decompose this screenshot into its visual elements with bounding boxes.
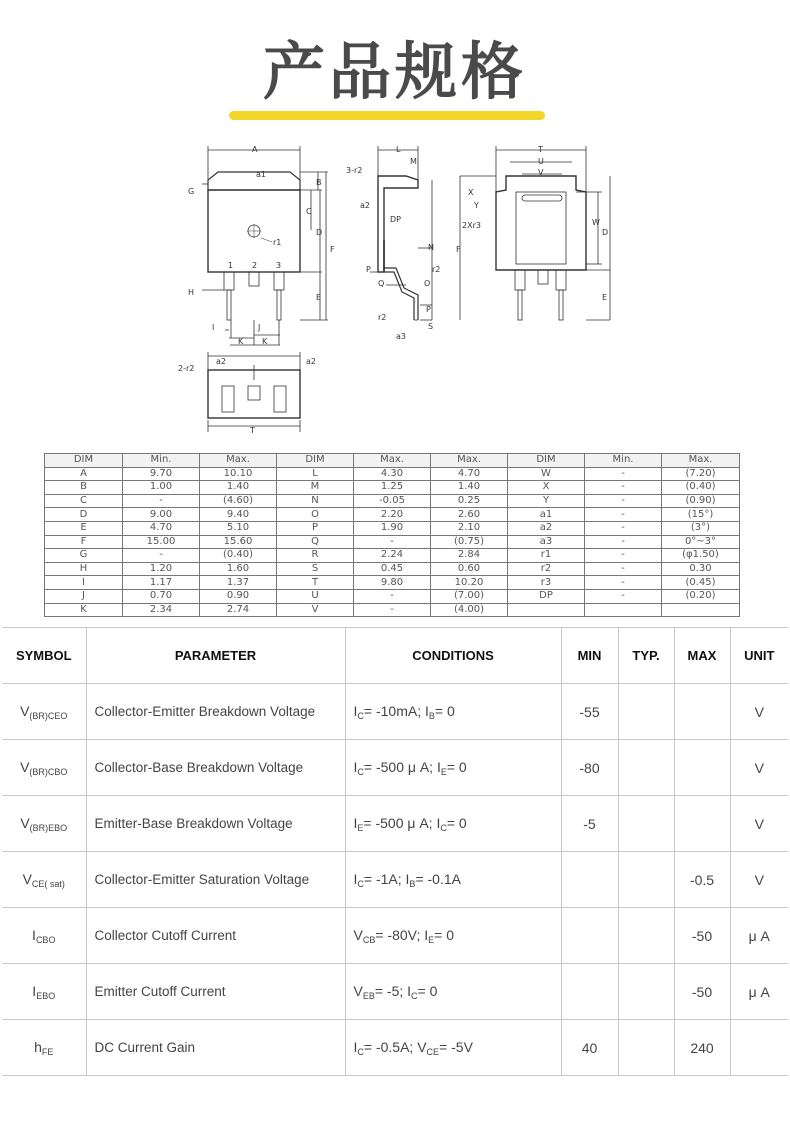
dim-cell: 9.00: [123, 508, 200, 522]
svg-text:M: M: [410, 157, 417, 166]
svg-text:E: E: [316, 293, 322, 302]
symbol-cell: $V_{(BR)CEO}$: [2, 684, 86, 740]
dim-header-cell: DIM: [45, 454, 123, 468]
svg-text:D: D: [316, 228, 323, 237]
min-cell: [561, 908, 618, 964]
spec-header-cell: UNIT: [730, 628, 788, 684]
svg-text:Y: Y: [474, 201, 479, 210]
dim-cell: (0.90): [662, 494, 740, 508]
dim-cell: V: [277, 603, 354, 617]
dim-cell: 2.34: [123, 603, 200, 617]
dim-cell: 2.10: [431, 521, 508, 535]
dim-header-cell: Min.: [585, 454, 662, 468]
dim-table-row: [45, 562, 740, 576]
dim-cell: F: [45, 535, 123, 549]
max-cell: -50: [674, 908, 730, 964]
spec-header-cell: MAX: [674, 628, 730, 684]
dim-cell: (7.00): [431, 589, 508, 603]
side-view: [370, 146, 432, 320]
dim-cell: 4.70: [431, 467, 508, 481]
dim-cell: 1.90: [354, 521, 431, 535]
dim-cell: r3: [508, 576, 585, 590]
dim-cell: (0.45): [662, 576, 740, 590]
dim-cell: C: [45, 494, 123, 508]
parameter-cell: Collector-Emitter Breakdown Voltage: [86, 684, 345, 740]
dim-cell: Q: [277, 535, 354, 549]
svg-text:2Xr3: 2Xr3: [462, 221, 481, 230]
dim-cell: A: [45, 467, 123, 481]
dim-cell: -: [585, 494, 662, 508]
dim-cell: R: [277, 549, 354, 563]
dim-cell: 1.20: [123, 562, 200, 576]
conditions-cell: $V_{CB}= -80V$; $I_E= 0$: [345, 908, 561, 964]
unit-cell: V: [730, 740, 788, 796]
spec-table-row: [2, 684, 788, 740]
dim-cell: -: [585, 508, 662, 522]
dim-cell: I: [45, 576, 123, 590]
svg-text:r1: r1: [273, 238, 282, 247]
parameter-cell: DC Current Gain: [86, 1020, 345, 1076]
svg-text:U: U: [538, 157, 544, 166]
dim-cell: -: [354, 589, 431, 603]
dim-cell: r1: [508, 549, 585, 563]
dim-cell: (4.00): [431, 603, 508, 617]
dim-cell: 0.60: [431, 562, 508, 576]
conditions-cell: $I_C= -0.5A$; $V_{CE}= -5V$: [345, 1020, 561, 1076]
dim-cell: Y: [508, 494, 585, 508]
dim-cell: (0.40): [200, 549, 277, 563]
dim-cell: B: [45, 481, 123, 495]
dim-cell: L: [277, 467, 354, 481]
spec-table-row: [2, 1020, 788, 1076]
svg-text:E: E: [602, 293, 608, 302]
svg-text:3-r2: 3-r2: [346, 166, 363, 175]
dim-cell: G: [45, 549, 123, 563]
dim-cell: 0.45: [354, 562, 431, 576]
spec-table-row: [2, 964, 788, 1020]
svg-text:K: K: [262, 337, 268, 346]
dim-cell: a3: [508, 535, 585, 549]
unit-cell: V: [730, 796, 788, 852]
dim-cell: -0.05: [354, 494, 431, 508]
dim-cell: 9.70: [123, 467, 200, 481]
spec-table-row: [2, 908, 788, 964]
dim-header-cell: DIM: [277, 454, 354, 468]
dim-cell: J: [45, 589, 123, 603]
dim-table-header: [45, 454, 740, 468]
dim-cell: 1.25: [354, 481, 431, 495]
svg-text:a2: a2: [360, 201, 370, 210]
dim-cell: -: [585, 535, 662, 549]
dim-header-cell: DIM: [508, 454, 585, 468]
dim-cell: -: [585, 521, 662, 535]
dim-cell: -: [585, 481, 662, 495]
svg-text:S: S: [428, 322, 434, 331]
symbol-cell: $V_{CE( sat)}$: [2, 852, 86, 908]
svg-text:L: L: [396, 145, 401, 154]
symbol-cell: $I_{EBO}$: [2, 964, 86, 1020]
svg-text:D: D: [602, 228, 609, 237]
dim-cell: 1.00: [123, 481, 200, 495]
svg-text:a3: a3: [396, 332, 406, 341]
conditions-cell: $I_C= -1A$; $I_B= -0.1A$: [345, 852, 561, 908]
dim-cell: 2.84: [431, 549, 508, 563]
dim-cell: (15°): [662, 508, 740, 522]
dim-table-row: [45, 467, 740, 481]
spec-table-header: [2, 628, 788, 684]
svg-text:2-r2: 2-r2: [178, 364, 195, 373]
spec-header-cell: PARAMETER: [86, 628, 345, 684]
conditions-cell: $I_E= -500$ μ A; $I_C= 0$: [345, 796, 561, 852]
dim-table-row: [45, 576, 740, 590]
svg-text:F: F: [456, 245, 461, 254]
dim-cell: 4.30: [354, 467, 431, 481]
dim-cell: U: [277, 589, 354, 603]
dim-cell: N: [277, 494, 354, 508]
svg-text:N: N: [428, 243, 434, 252]
svg-text:B: B: [316, 178, 322, 187]
dim-cell: -: [585, 589, 662, 603]
dim-cell: -: [585, 576, 662, 590]
title-underline: [229, 111, 545, 120]
svg-text:W: W: [592, 218, 600, 227]
svg-text:T: T: [250, 426, 255, 435]
parameter-cell: Collector-Emitter Saturation Voltage: [86, 852, 345, 908]
svg-text:H: H: [188, 288, 195, 297]
dim-table-row: [45, 535, 740, 549]
dim-cell: 0.25: [431, 494, 508, 508]
min-cell: 40: [561, 1020, 618, 1076]
svg-text:2: 2: [252, 261, 258, 270]
dim-header-cell: Max.: [200, 454, 277, 468]
dim-cell: (φ1.50): [662, 549, 740, 563]
dim-cell: a2: [508, 521, 585, 535]
dim-cell: S: [277, 562, 354, 576]
svg-text:a2: a2: [216, 357, 226, 366]
svg-text:1: 1: [228, 261, 234, 270]
svg-text:Q: Q: [378, 279, 385, 288]
spec-header-cell: MIN: [561, 628, 618, 684]
dim-cell: 9.40: [200, 508, 277, 522]
dim-cell: 4.70: [123, 521, 200, 535]
min-cell: -5: [561, 796, 618, 852]
svg-text:F: F: [330, 245, 335, 254]
dim-cell: D: [45, 508, 123, 522]
dim-table-row: [45, 481, 740, 495]
dim-cell: 0.90: [200, 589, 277, 603]
dim-cell: 1.17: [123, 576, 200, 590]
dim-cell: P: [277, 521, 354, 535]
dim-cell: -: [585, 549, 662, 563]
parameter-cell: Emitter-Base Breakdown Voltage: [86, 796, 345, 852]
typ-cell: [618, 796, 674, 852]
dim-cell: [585, 603, 662, 617]
dim-cell: T: [277, 576, 354, 590]
svg-text:P: P: [426, 305, 431, 314]
dim-cell: E: [45, 521, 123, 535]
dim-cell: K: [45, 603, 123, 617]
dim-cell: 9.80: [354, 576, 431, 590]
dim-cell: 15.00: [123, 535, 200, 549]
dim-cell: 15.60: [200, 535, 277, 549]
dim-table-row: [45, 508, 740, 522]
max-cell: [674, 684, 730, 740]
svg-text:G: G: [188, 187, 195, 196]
conditions-cell: $V_{EB}= -5$; $I_C= 0$: [345, 964, 561, 1020]
dim-cell: -: [585, 562, 662, 576]
dim-header-cell: Max.: [662, 454, 740, 468]
dim-cell: (3°): [662, 521, 740, 535]
dim-cell: 0.30: [662, 562, 740, 576]
dim-cell: 1.60: [200, 562, 277, 576]
dim-cell: [508, 603, 585, 617]
dim-cell: 0°~3°: [662, 535, 740, 549]
page-title: 产品规格: [262, 35, 527, 108]
unit-cell: [730, 1020, 788, 1076]
electrical-characteristics-table: [2, 627, 788, 1076]
spec-header-cell: CONDITIONS: [345, 628, 561, 684]
svg-text:r2: r2: [432, 265, 441, 274]
dimensions-table: [44, 453, 740, 617]
unit-cell: V: [730, 852, 788, 908]
min-cell: -80: [561, 740, 618, 796]
dim-cell: (0.75): [431, 535, 508, 549]
dim-cell: -: [354, 535, 431, 549]
dim-header-cell: Min.: [123, 454, 200, 468]
dim-table-row: [45, 521, 740, 535]
max-cell: -0.5: [674, 852, 730, 908]
svg-text:X: X: [468, 188, 474, 197]
svg-text:3: 3: [276, 261, 282, 270]
svg-text:a2: a2: [306, 357, 316, 366]
spec-header-cell: TYP.: [618, 628, 674, 684]
dim-cell: -: [585, 467, 662, 481]
dim-cell: 2.20: [354, 508, 431, 522]
svg-text:J: J: [258, 323, 261, 332]
dim-cell: 5.10: [200, 521, 277, 535]
dim-cell: W: [508, 467, 585, 481]
dim-table-row: [45, 603, 740, 617]
svg-text:V: V: [538, 168, 544, 177]
spec-table-row: [2, 740, 788, 796]
back-view: [460, 146, 610, 320]
dim-cell: H: [45, 562, 123, 576]
dim-header-cell: Max.: [431, 454, 508, 468]
svg-text:P: P: [366, 265, 371, 274]
dim-cell: 1.40: [431, 481, 508, 495]
dim-cell: 10.10: [200, 467, 277, 481]
typ-cell: [618, 684, 674, 740]
dim-cell: -: [123, 494, 200, 508]
parameter-cell: Collector-Base Breakdown Voltage: [86, 740, 345, 796]
svg-text:DP: DP: [390, 215, 401, 224]
parameter-cell: Emitter Cutoff Current: [86, 964, 345, 1020]
symbol-cell: $V_{(BR)EBO}$: [2, 796, 86, 852]
dim-cell: a1: [508, 508, 585, 522]
svg-text:K: K: [238, 337, 244, 346]
dim-cell: 2.24: [354, 549, 431, 563]
conditions-cell: $I_C= -10mA$; $I_B= 0$: [345, 684, 561, 740]
svg-text:O: O: [424, 279, 431, 288]
typ-cell: [618, 1020, 674, 1076]
dim-cell: r2: [508, 562, 585, 576]
typ-cell: [618, 908, 674, 964]
dim-cell: (4.60): [200, 494, 277, 508]
typ-cell: [618, 740, 674, 796]
dim-cell: -: [354, 603, 431, 617]
parameter-cell: Collector Cutoff Current: [86, 908, 345, 964]
package-outline-diagram: [170, 140, 620, 445]
dim-header-cell: Max.: [354, 454, 431, 468]
svg-text:r2: r2: [378, 313, 387, 322]
max-cell: -50: [674, 964, 730, 1020]
dim-table-row: [45, 589, 740, 603]
min-cell: [561, 964, 618, 1020]
svg-text:I: I: [212, 323, 215, 332]
dim-cell: M: [277, 481, 354, 495]
dim-cell: (7.20): [662, 467, 740, 481]
typ-cell: [618, 852, 674, 908]
svg-text:a1: a1: [256, 170, 266, 179]
dim-cell: 0.70: [123, 589, 200, 603]
dim-cell: O: [277, 508, 354, 522]
dim-cell: X: [508, 481, 585, 495]
spec-table-row: [2, 796, 788, 852]
dim-cell: 10.20: [431, 576, 508, 590]
dim-cell: 1.40: [200, 481, 277, 495]
max-cell: [674, 796, 730, 852]
max-cell: [674, 740, 730, 796]
dim-cell: 2.74: [200, 603, 277, 617]
dim-cell: DP: [508, 589, 585, 603]
dim-cell: 1.37: [200, 576, 277, 590]
dim-cell: [662, 603, 740, 617]
dim-cell: -: [123, 549, 200, 563]
dim-cell: (0.20): [662, 589, 740, 603]
symbol-cell: $V_{(BR)CBO}$: [2, 740, 86, 796]
svg-text:A: A: [252, 145, 258, 154]
dim-table-row: [45, 494, 740, 508]
unit-cell: V: [730, 684, 788, 740]
typ-cell: [618, 964, 674, 1020]
max-cell: 240: [674, 1020, 730, 1076]
dim-table-row: [45, 549, 740, 563]
min-cell: -55: [561, 684, 618, 740]
symbol-cell: $I_{CBO}$: [2, 908, 86, 964]
unit-cell: μ A: [730, 964, 788, 1020]
conditions-cell: $I_C= -500$ μ A; $I_E= 0$: [345, 740, 561, 796]
dim-cell: (0.40): [662, 481, 740, 495]
min-cell: [561, 852, 618, 908]
spec-header-cell: SYMBOL: [2, 628, 86, 684]
unit-cell: μ A: [730, 908, 788, 964]
dim-cell: 2.60: [431, 508, 508, 522]
svg-text:C: C: [306, 207, 312, 216]
spec-table-row: [2, 852, 788, 908]
svg-text:T: T: [538, 145, 543, 154]
symbol-cell: $h_{FE}$: [2, 1020, 86, 1076]
